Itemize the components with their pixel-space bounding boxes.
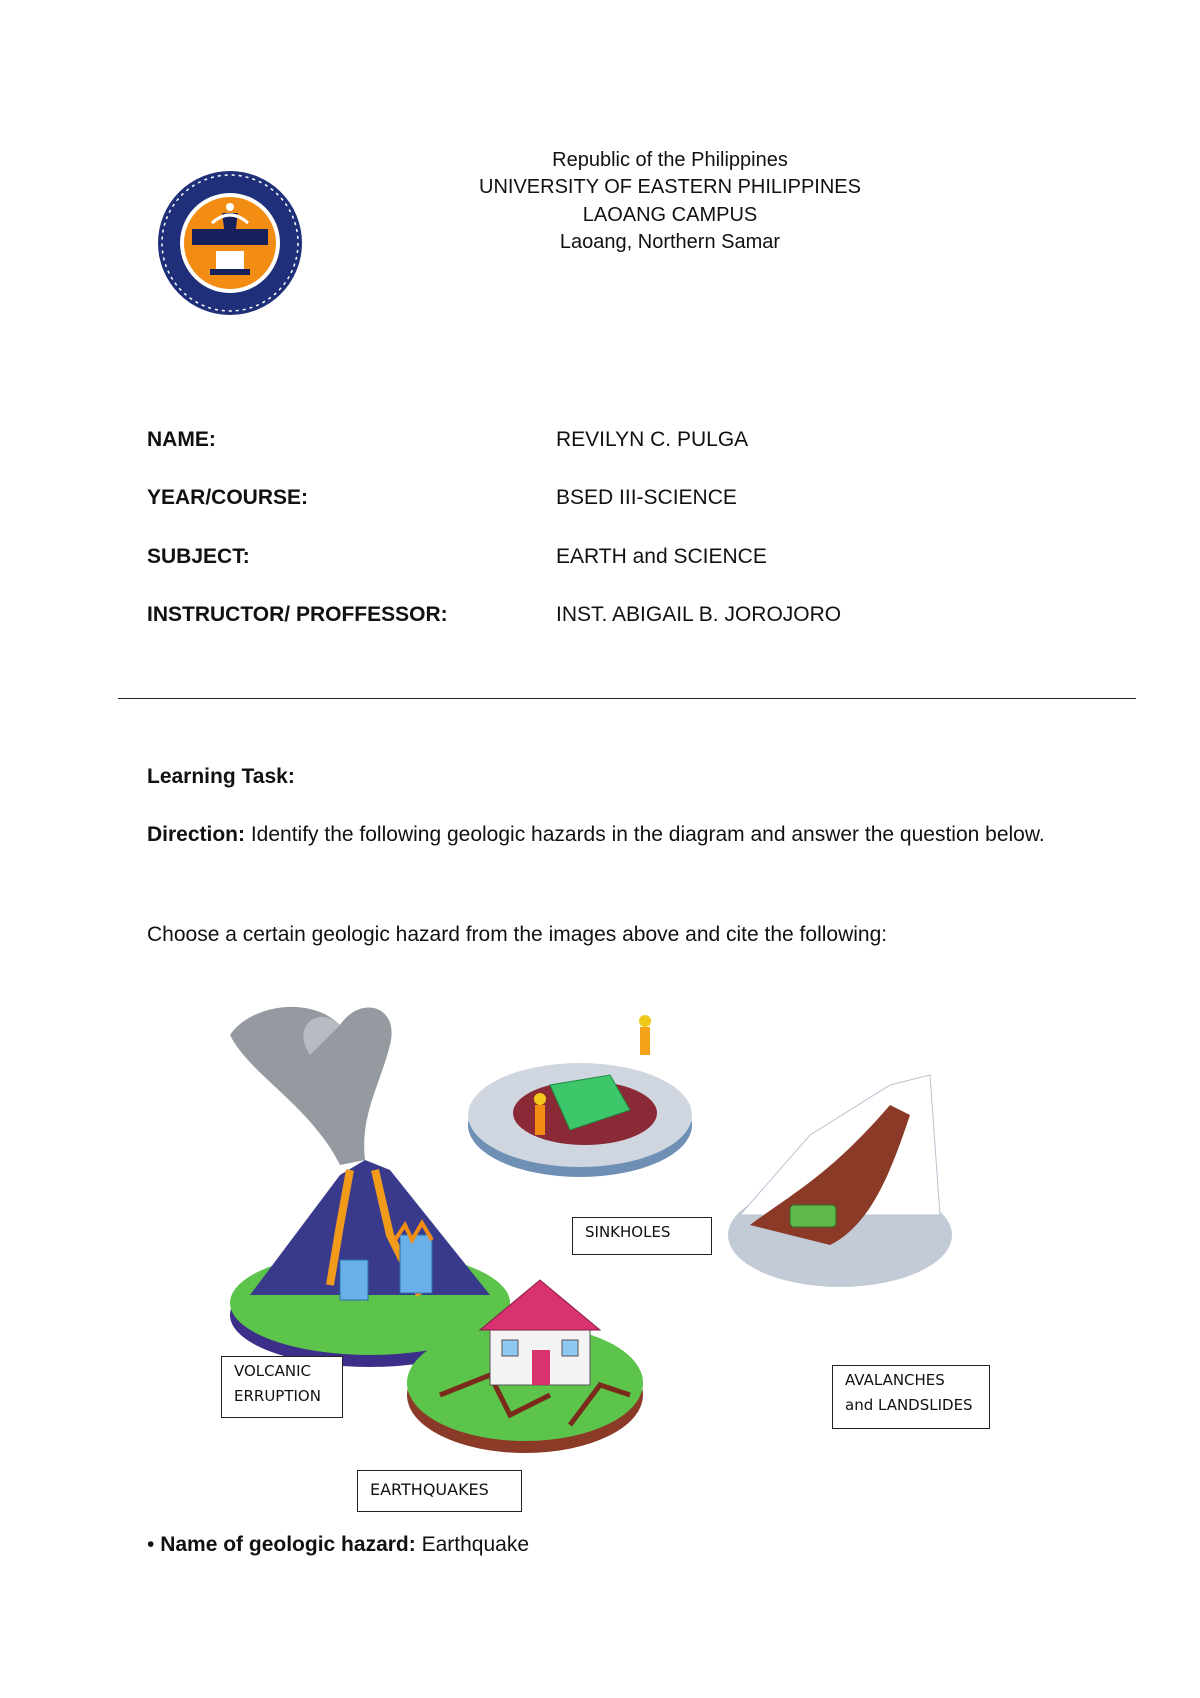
header-republic: Republic of the Philippines — [552, 149, 788, 171]
direction-text: Identify the following geologic hazards in the diagram and answer the question below. — [245, 823, 1045, 846]
header-location: Laoang, Northern Samar — [559, 231, 781, 253]
task-direction — [147, 814, 1047, 856]
avalanches-landslides-label — [832, 1365, 990, 1429]
subject-value: EARTH and SCIENCE — [556, 545, 767, 568]
avalanches-label-line2: and LANDSLIDES — [845, 1396, 973, 1414]
header-campus: LAOANG CAMPUS — [582, 204, 758, 226]
geologic-hazards-diagram — [190, 995, 1020, 1515]
year-course-label: YEAR/COURSE: — [147, 486, 309, 509]
answer-value: Earthquake — [415, 1533, 529, 1556]
avalanches-label-line1: AVALANCHES — [845, 1371, 945, 1389]
university-logo — [140, 168, 320, 318]
volcanic-eruption-label — [221, 1356, 343, 1418]
volcanic-label-line2: ERRUPTION — [234, 1387, 321, 1405]
landslide-illustration — [728, 1075, 952, 1287]
volcanic-label-line1: VOLCANIC — [234, 1362, 312, 1380]
name-value: REVILYN C. PULGA — [556, 428, 749, 451]
task-heading: Learning Task: — [147, 765, 295, 788]
year-course-value: BSED III-SCIENCE — [556, 486, 737, 509]
bullet: • — [147, 1533, 155, 1556]
task-instruction: Choose a certain geologic hazard from the images above and cite the following: — [147, 923, 888, 946]
direction-label: Direction: — [147, 823, 246, 846]
name-label: NAME: — [147, 428, 216, 451]
instructor-value: INST. ABIGAIL B. JOROJORO — [556, 603, 842, 626]
answer-line — [147, 1524, 1047, 1566]
divider — [118, 698, 1136, 699]
volcano-illustration — [230, 1007, 510, 1367]
earthquakes-label: EARTHQUAKES — [357, 1470, 522, 1512]
subject-label: SUBJECT: — [147, 545, 250, 568]
instructor-label: INSTRUCTOR/ PROFFESSOR: — [147, 603, 448, 626]
header-university: UNIVERSITY OF EASTERN PHILIPPINES — [479, 176, 861, 198]
sinkholes-label: SINKHOLES — [572, 1217, 712, 1255]
answer-label: Name of geologic hazard: — [160, 1533, 416, 1556]
sinkhole-illustration — [468, 1015, 692, 1177]
